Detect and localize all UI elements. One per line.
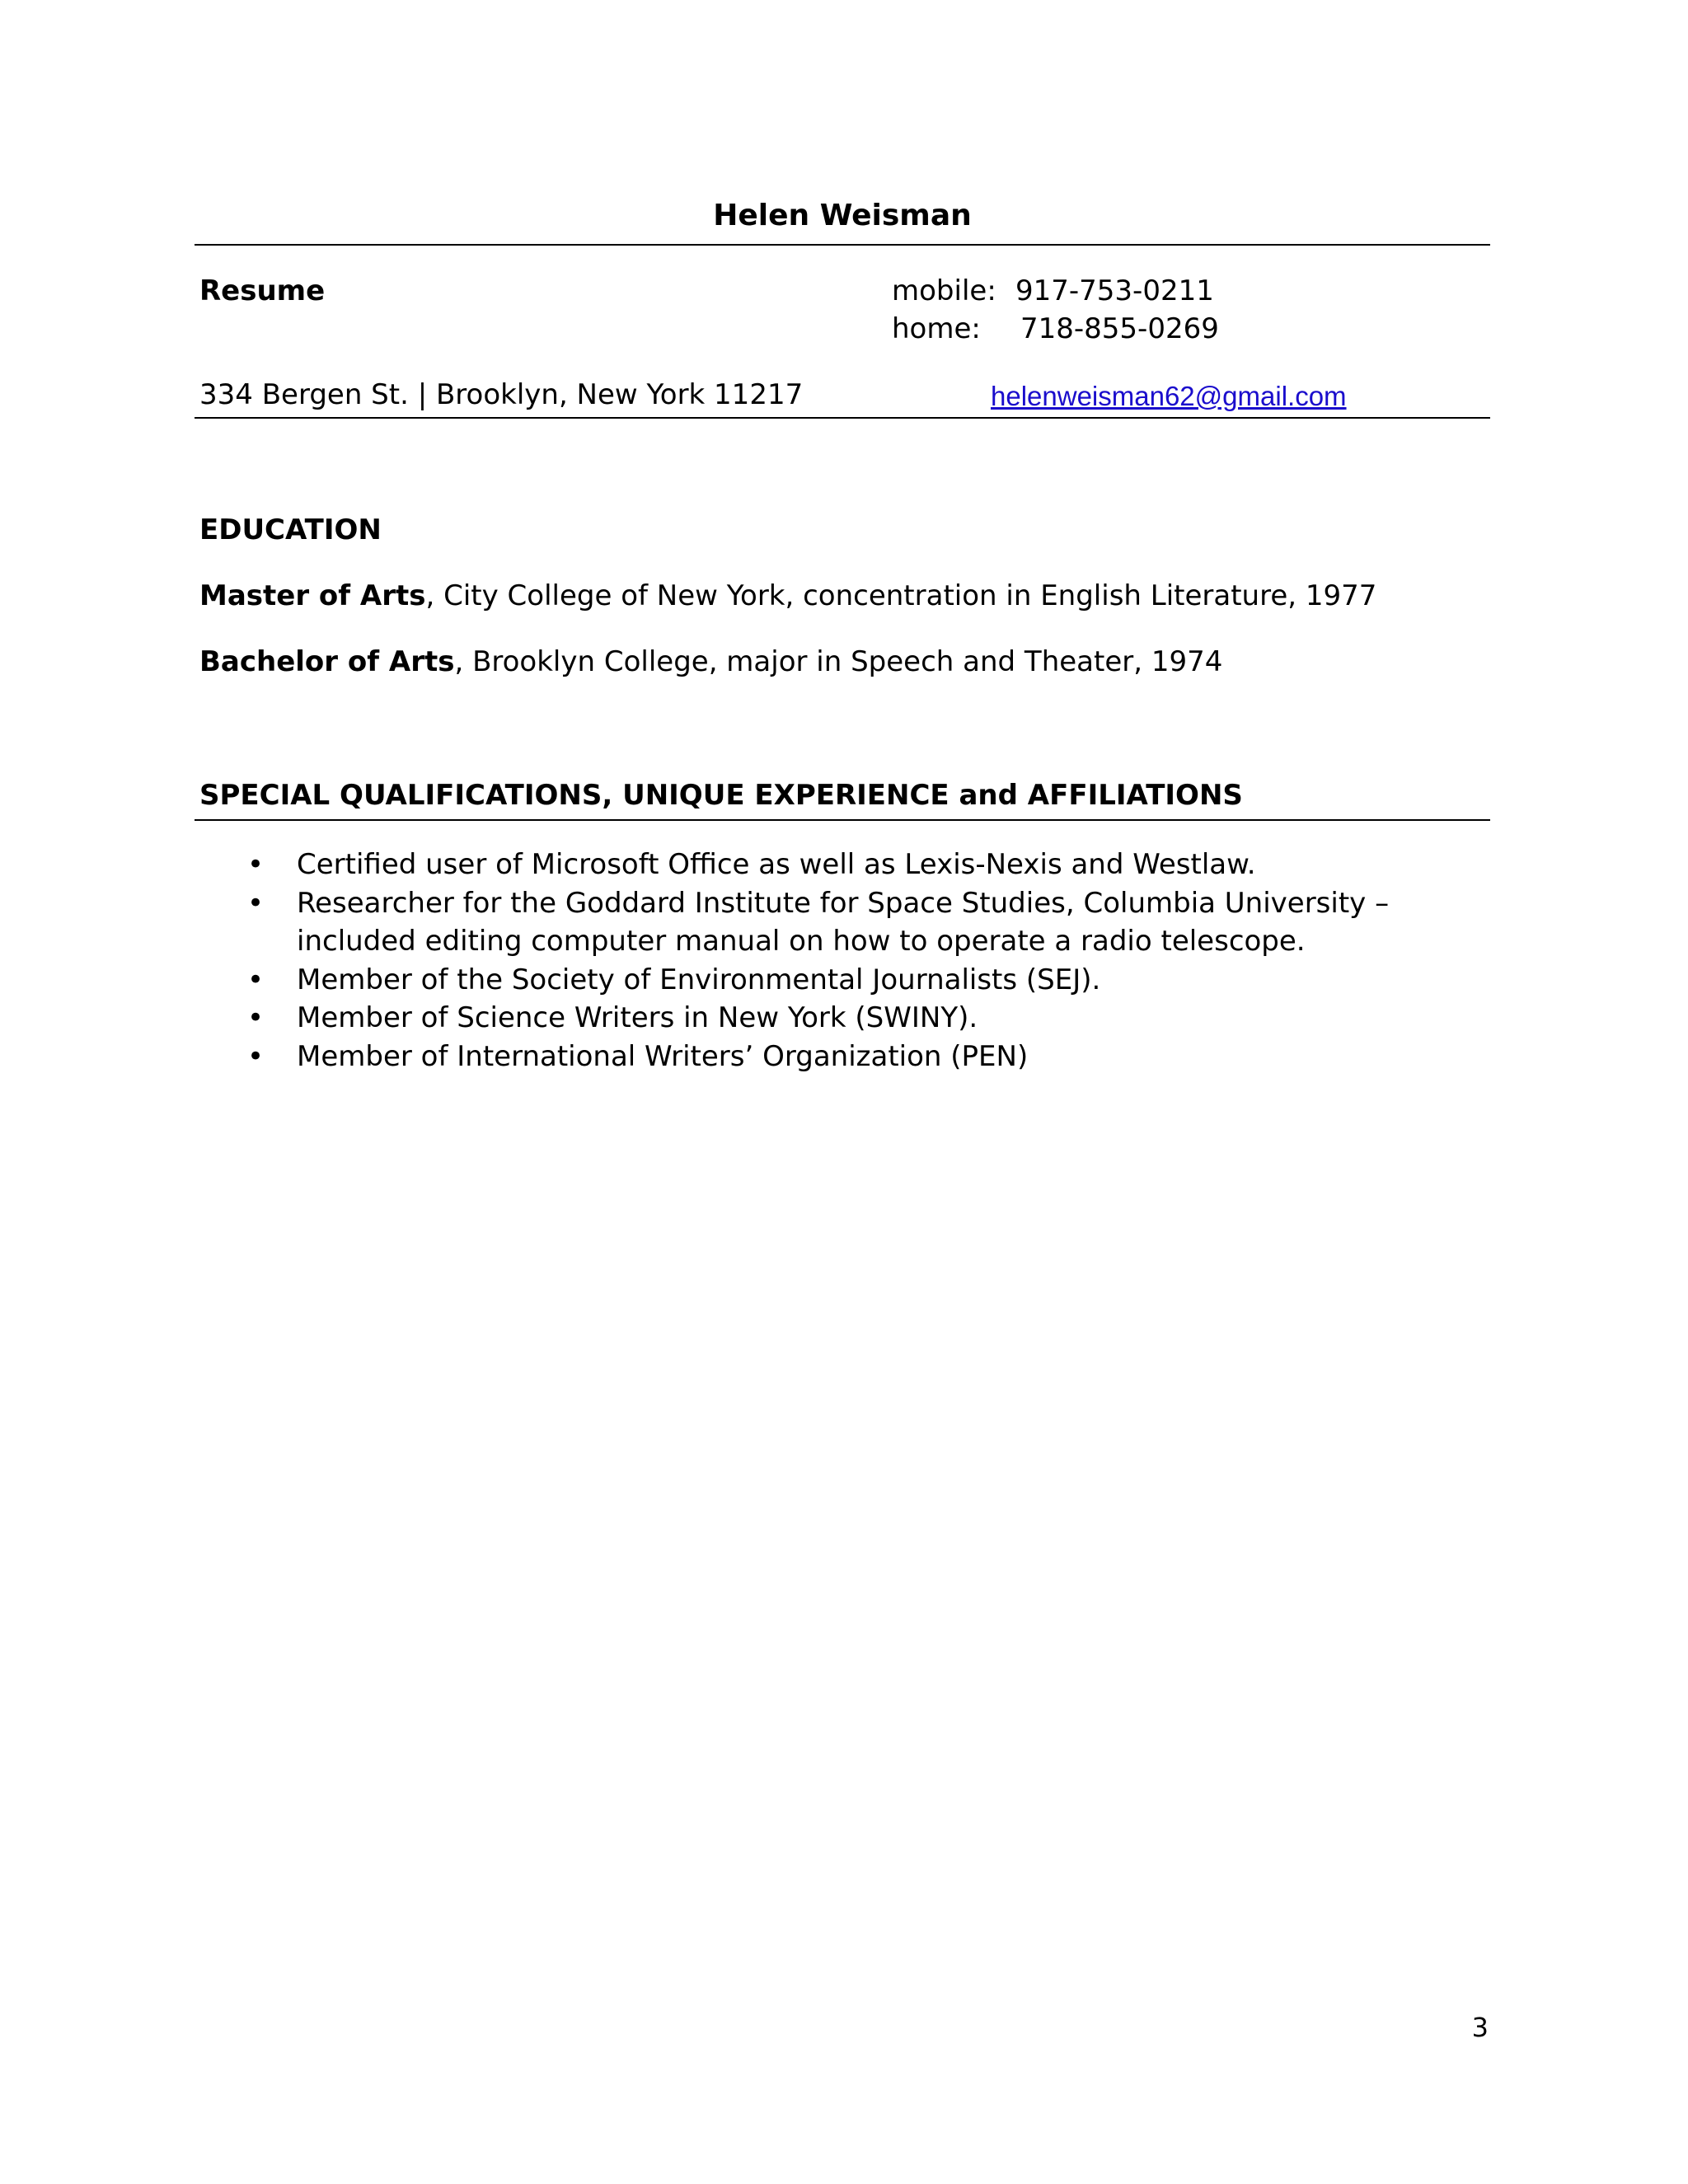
list-item xyxy=(0,846,1451,884)
email-link[interactable]: helenweisman62@gmail.com xyxy=(991,381,1347,411)
page-number: 3 xyxy=(1471,2012,1489,2043)
bullet-icon: • xyxy=(247,1039,265,1073)
list-item-text: Researcher for the Goddard Institute for Space Studies, Columbia University – included editing computer manual on how to operate a radio telescope. xyxy=(297,886,1390,958)
degree-master xyxy=(199,579,1376,613)
list-item xyxy=(0,999,1451,1038)
bullet-icon: • xyxy=(247,886,265,920)
list-item xyxy=(0,961,1451,1000)
resume-label: Resume xyxy=(199,274,326,307)
degree-bachelor-detail: , Brooklyn College, major in Speech and Theater, 1974 xyxy=(454,645,1223,678)
special-qualifications-heading: SPECIAL QUALIFICATIONS, UNIQUE EXPERIENCE and AFFILIATIONS xyxy=(199,779,1243,812)
bullet-icon: • xyxy=(247,963,265,996)
section-divider xyxy=(195,819,1490,821)
degree-bachelor-title: Bachelor of Arts xyxy=(199,645,455,678)
home-label: home: xyxy=(892,312,981,345)
home-phone-line xyxy=(892,312,1219,346)
bullet-icon: • xyxy=(247,1001,265,1034)
degree-master-detail: , City College of New York, concentration in English Literature, 1977 xyxy=(425,579,1377,612)
list-item-text: Member of the Society of Environmental Journalists (SEJ). xyxy=(297,963,1101,996)
candidate-name: Helen Weisman xyxy=(713,199,972,232)
list-item-text: Certified user of Microsoft Office as well as Lexis-Nexis and Westlaw. xyxy=(297,848,1256,881)
mobile-number: 917-753-0211 xyxy=(1015,274,1214,307)
contact-divider xyxy=(195,417,1490,419)
education-heading: EDUCATION xyxy=(199,513,382,546)
header-divider xyxy=(195,244,1490,246)
degree-master-title: Master of Arts xyxy=(199,579,426,612)
bullet-icon: • xyxy=(247,848,265,881)
list-item xyxy=(0,1038,1451,1076)
mobile-phone-line xyxy=(892,274,1214,308)
mobile-label: mobile: xyxy=(892,274,996,307)
list-item-text: Member of Science Writers in New York (SWINY). xyxy=(297,1001,978,1034)
qualifications-list xyxy=(0,846,1688,1076)
list-item xyxy=(0,884,1451,961)
list-item-text: Member of International Writers’ Organization (PEN) xyxy=(297,1039,1029,1073)
mailing-address: 334 Bergen St. | Brooklyn, New York 11217 xyxy=(199,378,804,411)
degree-bachelor xyxy=(199,644,1222,679)
home-number: 718-855-0269 xyxy=(1020,312,1219,345)
